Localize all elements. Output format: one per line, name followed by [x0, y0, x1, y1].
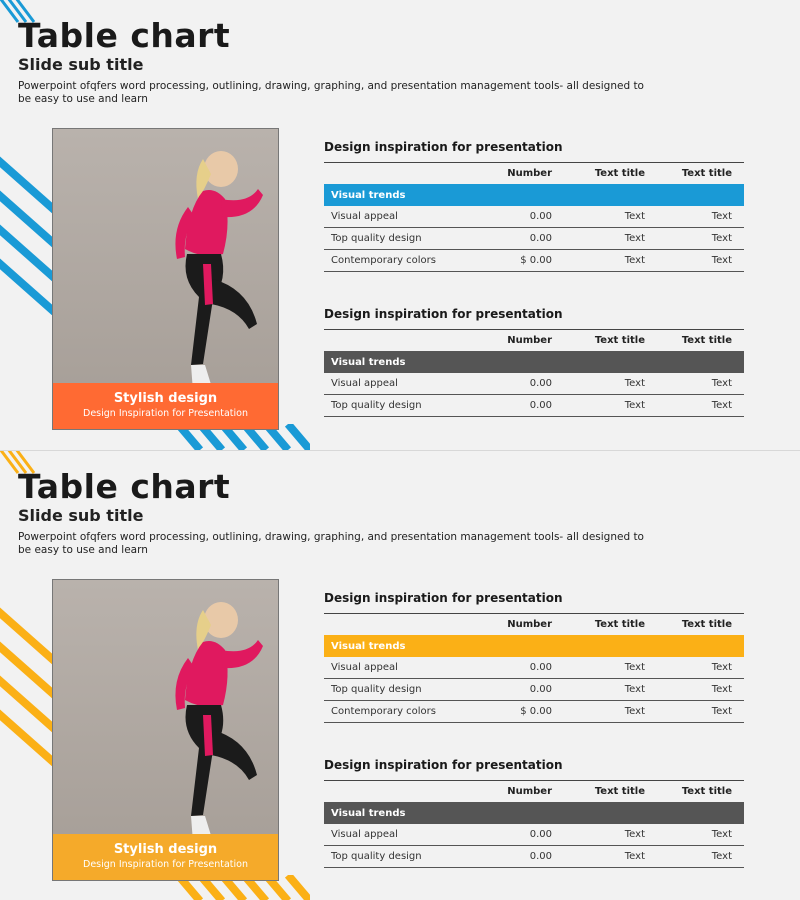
table-cell: Text: [711, 829, 732, 840]
table-cell: Text: [711, 400, 732, 411]
table-row: [324, 657, 744, 679]
table-row: [324, 395, 744, 417]
table-cell: Text: [624, 829, 645, 840]
table-cell: Visual appeal: [331, 378, 398, 389]
table-category-band: [324, 184, 744, 206]
table-header-cell: Text title: [594, 619, 645, 630]
table-cell: 0.00: [529, 684, 552, 695]
table-header-row: [324, 780, 744, 802]
caption-subtitle: Design Inspiration for Presentation: [83, 408, 248, 419]
slide-subtitle: Slide sub title: [18, 55, 144, 74]
table-header-cell: Text title: [681, 619, 732, 630]
slide-description: Powerpoint ofqfers word processing, outlining, drawing, graphing, and presentation management tools- all designed to be easy to use and learn: [18, 531, 644, 556]
table-header-row: [324, 329, 744, 351]
table-cell: Text: [624, 706, 645, 717]
table-cell: Contemporary colors: [331, 706, 436, 717]
table-cell: Text: [711, 706, 732, 717]
side-stripes-decoration: [0, 596, 60, 766]
photo-caption: [53, 383, 278, 429]
table-cell: Text: [624, 851, 645, 862]
slide-subtitle: Slide sub title: [18, 506, 144, 525]
table-row: [324, 206, 744, 228]
table-cell: Text: [711, 662, 732, 673]
table-row: [324, 701, 744, 723]
table-row: [324, 846, 744, 868]
table-title: Design inspiration for presentation: [324, 307, 563, 321]
table-cell: Text: [711, 684, 732, 695]
table-cell: 0.00: [529, 378, 552, 389]
photo-card: [52, 579, 279, 881]
table-cell: 0.00: [529, 400, 552, 411]
decorative-stripe: [0, 255, 60, 315]
table-header-cell: Text title: [594, 335, 645, 346]
table-row: [324, 250, 744, 272]
table-cell: Visual appeal: [331, 211, 398, 222]
table-category-band: [324, 635, 744, 657]
table-cell: Text: [711, 255, 732, 266]
table-cell: Text: [711, 233, 732, 244]
slide-title: Table chart: [18, 467, 231, 506]
table-title: Design inspiration for presentation: [324, 140, 563, 154]
table-category-band: [324, 351, 744, 373]
table-cell: Top quality design: [331, 684, 422, 695]
caption-title: Stylish design: [113, 391, 218, 406]
photo-caption: [53, 834, 278, 880]
table-header-cell: Text title: [681, 168, 732, 179]
table-header-row: [324, 162, 744, 184]
photo-card: [52, 128, 279, 430]
slide-description: Powerpoint ofqfers word processing, outlining, drawing, graphing, and presentation management tools- all designed to be easy to use and learn: [18, 80, 644, 105]
table-header-cell: Text title: [594, 168, 645, 179]
table-cell: Text: [624, 233, 645, 244]
decorative-stripe: [0, 0, 18, 22]
table-cell: Text: [624, 662, 645, 673]
table-header-cell: Text title: [681, 335, 732, 346]
table-row: [324, 228, 744, 250]
table-header-cell: Text title: [594, 786, 645, 797]
slide-title: Table chart: [18, 16, 231, 55]
table-cell: Text: [624, 211, 645, 222]
table-category-label: Visual trends: [331, 356, 406, 368]
table-cell: Visual appeal: [331, 662, 398, 673]
table-cell: 0.00: [529, 829, 552, 840]
table-cell: Top quality design: [331, 851, 422, 862]
decorative-stripe: [288, 875, 310, 900]
table-cell: Text: [711, 378, 732, 389]
table-primary: [324, 140, 744, 272]
table-category-label: Visual trends: [331, 640, 406, 652]
table-category-band: [324, 802, 744, 824]
decorative-stripe: [0, 451, 18, 473]
table-cell: Top quality design: [331, 400, 422, 411]
table-cell: 0.00: [529, 211, 552, 222]
caption-title: Stylish design: [113, 842, 218, 857]
table-cell: Text: [711, 211, 732, 222]
table-cell: Text: [624, 684, 645, 695]
table-header-cell: Number: [507, 335, 552, 346]
table-title: Design inspiration for presentation: [324, 758, 563, 772]
table-cell: Visual appeal: [331, 829, 398, 840]
table-title: Design inspiration for presentation: [324, 591, 563, 605]
table-category-label: Visual trends: [331, 807, 406, 819]
table-primary: [324, 591, 744, 723]
runner-illustration: [175, 151, 263, 391]
table-cell: Contemporary colors: [331, 255, 436, 266]
table-category-label: Visual trends: [331, 189, 406, 201]
runner-illustration: [175, 602, 263, 842]
table-cell: Text: [624, 378, 645, 389]
table-cell: Text: [711, 851, 732, 862]
table-cell: 0.00: [529, 233, 552, 244]
table-row: [324, 679, 744, 701]
table-header-cell: Text title: [681, 786, 732, 797]
decorative-stripe: [0, 706, 60, 766]
table-cell: 0.00: [529, 662, 552, 673]
table-row: [324, 824, 744, 846]
table-cell: $ 0.00: [520, 255, 552, 266]
slide-2: [0, 450, 800, 900]
table-row: [324, 373, 744, 395]
table-secondary: [324, 307, 744, 417]
table-header-cell: Number: [507, 168, 552, 179]
decorative-stripe: [288, 424, 310, 450]
caption-subtitle: Design Inspiration for Presentation: [83, 859, 248, 870]
table-header-row: [324, 613, 744, 635]
table-cell: Top quality design: [331, 233, 422, 244]
table-cell: $ 0.00: [520, 706, 552, 717]
side-stripes-decoration: [0, 145, 60, 315]
table-header-cell: Number: [507, 786, 552, 797]
table-cell: 0.00: [529, 851, 552, 862]
table-cell: Text: [624, 400, 645, 411]
table-cell: Text: [624, 255, 645, 266]
table-header-cell: Number: [507, 619, 552, 630]
table-secondary: [324, 758, 744, 868]
